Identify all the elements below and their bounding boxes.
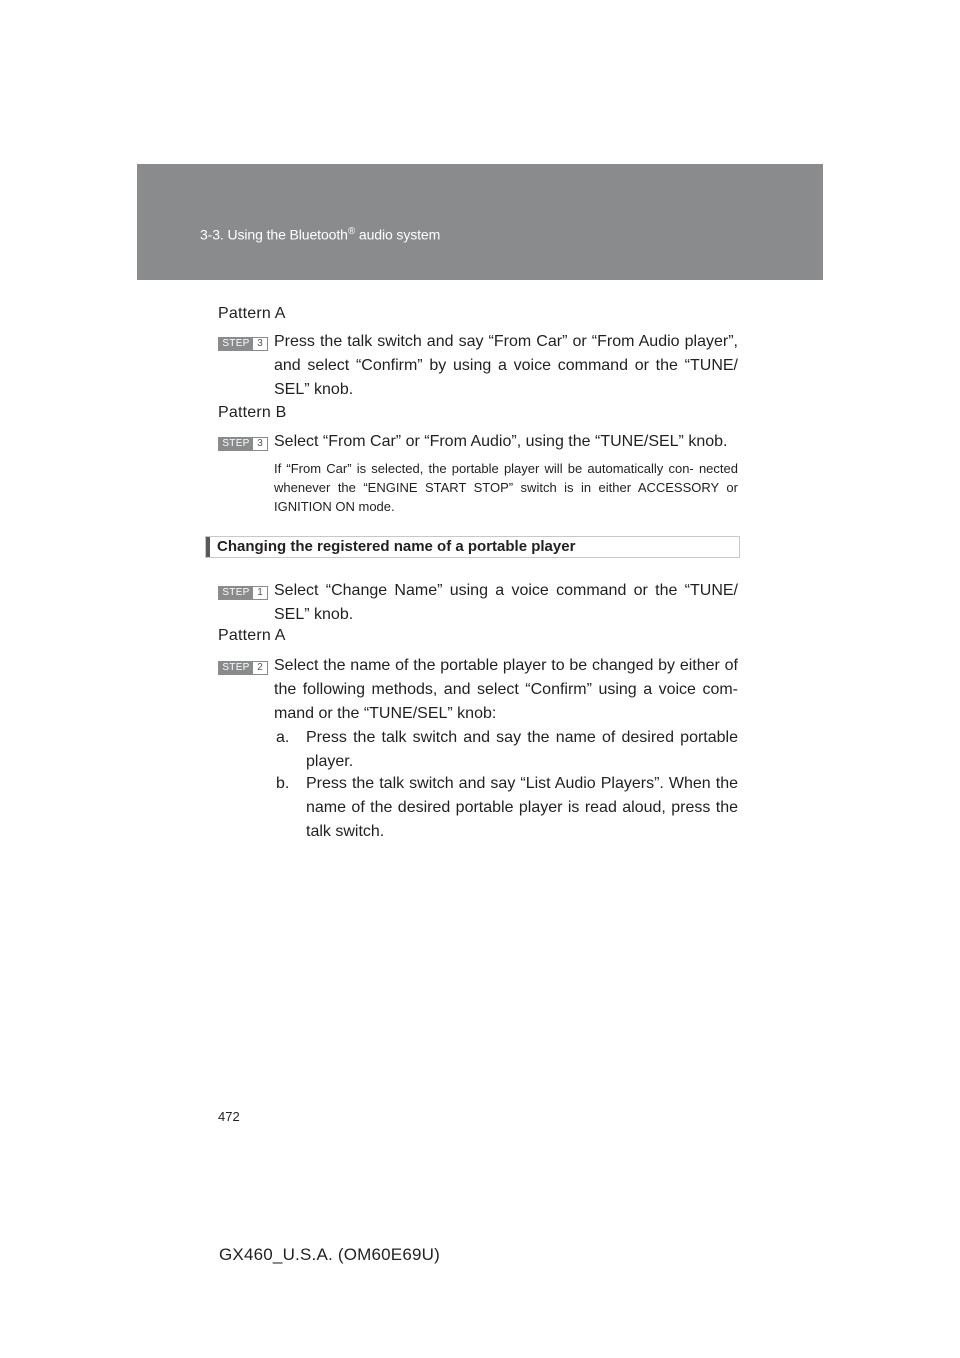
list-item: b. Press the talk switch and say “List Audio Players”. When the name of the desired portable player is read aloud, press the talk switch.: [276, 775, 738, 840]
list-item: a. Press the talk switch and say the name of desired portable player.: [276, 729, 738, 770]
step-text: Select “Change Name” using a voice command or the “TUNE/ SEL” knob.: [274, 582, 738, 623]
step-badge: STEP 3: [218, 334, 268, 351]
section-heading: [205, 536, 740, 558]
pattern-b-heading: Pattern B: [218, 404, 287, 421]
pattern-a-heading: Pattern A: [218, 305, 286, 322]
chapter-heading: 3-3. Using the Bluetooth® audio system: [200, 226, 441, 243]
page-number: 472: [218, 1109, 240, 1124]
note-text: If “From Car” is selected, the portable player will be automatically con- nected whenever the “ENGINE START STOP” switch is in either ACCESSORY or IGNITION ON mode.: [274, 461, 738, 514]
document-code: GX460_U.S.A. (OM60E69U): [219, 1245, 440, 1264]
step-badge: STEP 3: [218, 434, 268, 451]
step-text: Press the talk switch and say “From Car” or “From Audio player”, and select “Confirm” by using a voice command or the “TUNE/ SEL” knob.: [274, 333, 738, 398]
step-text: Select “From Car” or “From Audio”, using the “TUNE/SEL” knob.: [274, 433, 728, 450]
pattern-a-heading: Pattern A: [218, 627, 286, 644]
header-band: [137, 164, 823, 280]
section-title: Changing the registered name of a portable player: [217, 538, 576, 555]
step-text: Select the name of the portable player to be changed by either of the following methods, and select “Confirm” using a voice com- mand or the “TUNE/SEL” knob:: [274, 657, 738, 722]
step-badge: STEP 2: [218, 658, 268, 675]
step-badge: STEP 1: [218, 583, 268, 600]
section-marker: [206, 537, 210, 557]
